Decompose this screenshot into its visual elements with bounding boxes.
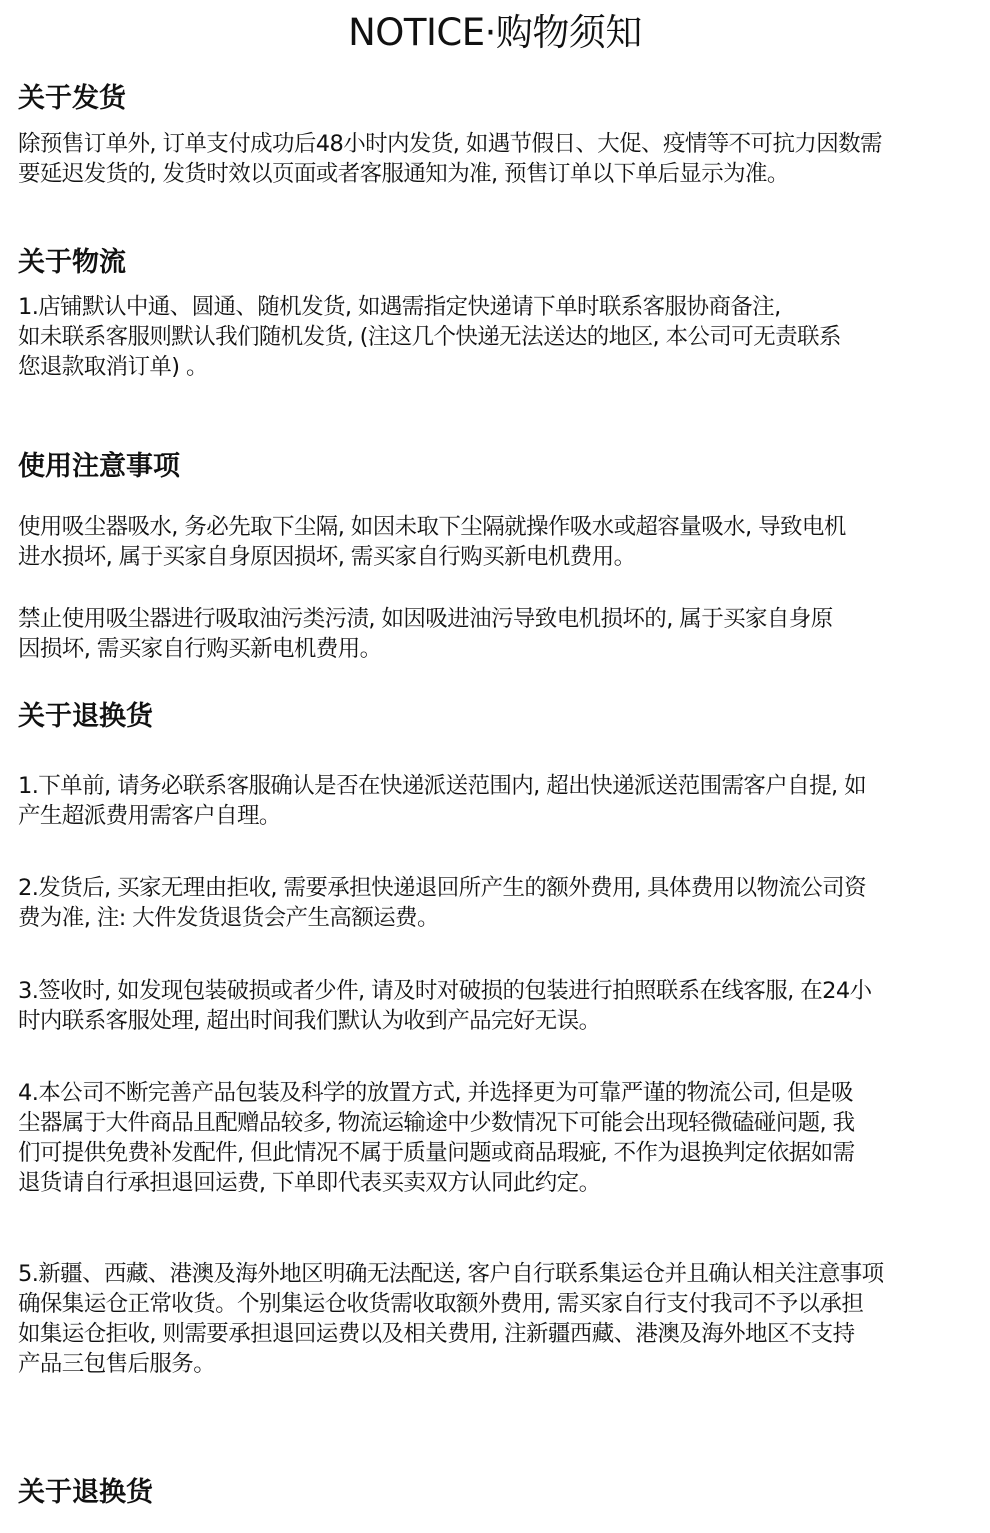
text-line: 如集运仓拒收, 则需要承担退回运费以及相关费用, 注新疆西藏、港澳及海外地区不支持 xyxy=(18,1321,855,1347)
text-line: 使用吸尘器吸水, 务必先取下尘隔, 如因未取下尘隔就操作吸水或超容量吸水, 导致电机 xyxy=(18,514,846,540)
text-line: 因损坏, 需买家自行购买新电机费用。 xyxy=(18,636,382,662)
usage-paragraph-1 xyxy=(18,512,978,572)
text-line: 要延迟发货的, 发货时效以页面或者客服通知为准, 预售订单以下单后显示为准。 xyxy=(18,161,789,187)
logistics-paragraph xyxy=(18,292,978,382)
text-line: 进水损坏, 属于买家自身原因损坏, 需买家自行购买新电机费用。 xyxy=(18,544,636,570)
returns-paragraph-1 xyxy=(18,771,978,831)
text-line: 时内联系客服处理, 超出时间我们默认为收到产品完好无误。 xyxy=(18,1008,601,1034)
text-line: 费为准, 注: 大件发货退货会产生高额运费。 xyxy=(18,905,439,931)
section-heading-logistics: 关于物流 xyxy=(18,247,126,278)
text-line: 除预售订单外, 订单支付成功后48小时内发货, 如遇节假日、大促、疫情等不可抗力因数需 xyxy=(18,131,882,157)
text-line: 产生超派费用需客户自理。 xyxy=(18,803,281,829)
text-line: 2.发货后, 买家无理由拒收, 需要承担快递退回所产生的额外费用, 具体费用以物流公司资 xyxy=(18,875,866,901)
page-title: NOTICE·购物须知 xyxy=(348,11,642,54)
text-line: 3.签收时, 如发现包装破损或者少件, 请及时对破损的包装进行拍照联系在线客服, 在24小 xyxy=(18,978,872,1004)
text-line: 1.店铺默认中通、圆通、随机发货, 如遇需指定快递请下单时联系客服协商备注, xyxy=(18,294,781,320)
section-heading-shipping: 关于发货 xyxy=(18,83,126,114)
section-heading-usage-notes: 使用注意事项 xyxy=(18,451,180,482)
text-line: 4.本公司不断完善产品包装及科学的放置方式, 并选择更为可靠严谨的物流公司, 但是吸 xyxy=(18,1080,853,1106)
text-line: 您退款取消订单) 。 xyxy=(18,354,208,380)
returns-paragraph-4 xyxy=(18,1078,978,1198)
text-line: 产品三包售后服务。 xyxy=(18,1351,216,1377)
returns-paragraph-5 xyxy=(18,1259,978,1379)
text-line: 确保集运仓正常收货。个别集运仓收货需收取额外费用, 需买家自行支付我司不予以承担 xyxy=(18,1291,864,1317)
text-line: 5.新疆、西藏、港澳及海外地区明确无法配送, 客户自行联系集运仓并且确认相关注意事项 xyxy=(18,1261,884,1287)
section-heading-returns: 关于退换货 xyxy=(18,701,153,732)
text-line: 们可提供免费补发配件, 但此情况不属于质量问题或商品瑕疵, 不作为退换判定依据如需 xyxy=(18,1140,855,1166)
section-heading-returns-repeat: 关于退换货 xyxy=(18,1477,153,1508)
text-line: 1.下单前, 请务必联系客服确认是否在快递派送范围内, 超出快递派送范围需客户自提, 如 xyxy=(18,773,866,799)
text-line: 退货请自行承担退回运费, 下单即代表买卖双方认同此约定。 xyxy=(18,1170,601,1196)
text-line: 尘器属于大件商品且配赠品较多, 物流运输途中少数情况下可能会出现轻微磕碰问题, 我 xyxy=(18,1110,855,1136)
shipping-paragraph xyxy=(18,129,978,189)
text-line: 禁止使用吸尘器进行吸取油污类污渍, 如因吸进油污导致电机损坏的, 属于买家自身原 xyxy=(18,606,833,632)
text-line: 如未联系客服则默认我们随机发货, (注这几个快递无法送达的地区, 本公司可无责联系 xyxy=(18,324,841,350)
returns-paragraph-2 xyxy=(18,873,978,933)
usage-paragraph-2 xyxy=(18,604,978,664)
returns-paragraph-3 xyxy=(18,976,978,1036)
